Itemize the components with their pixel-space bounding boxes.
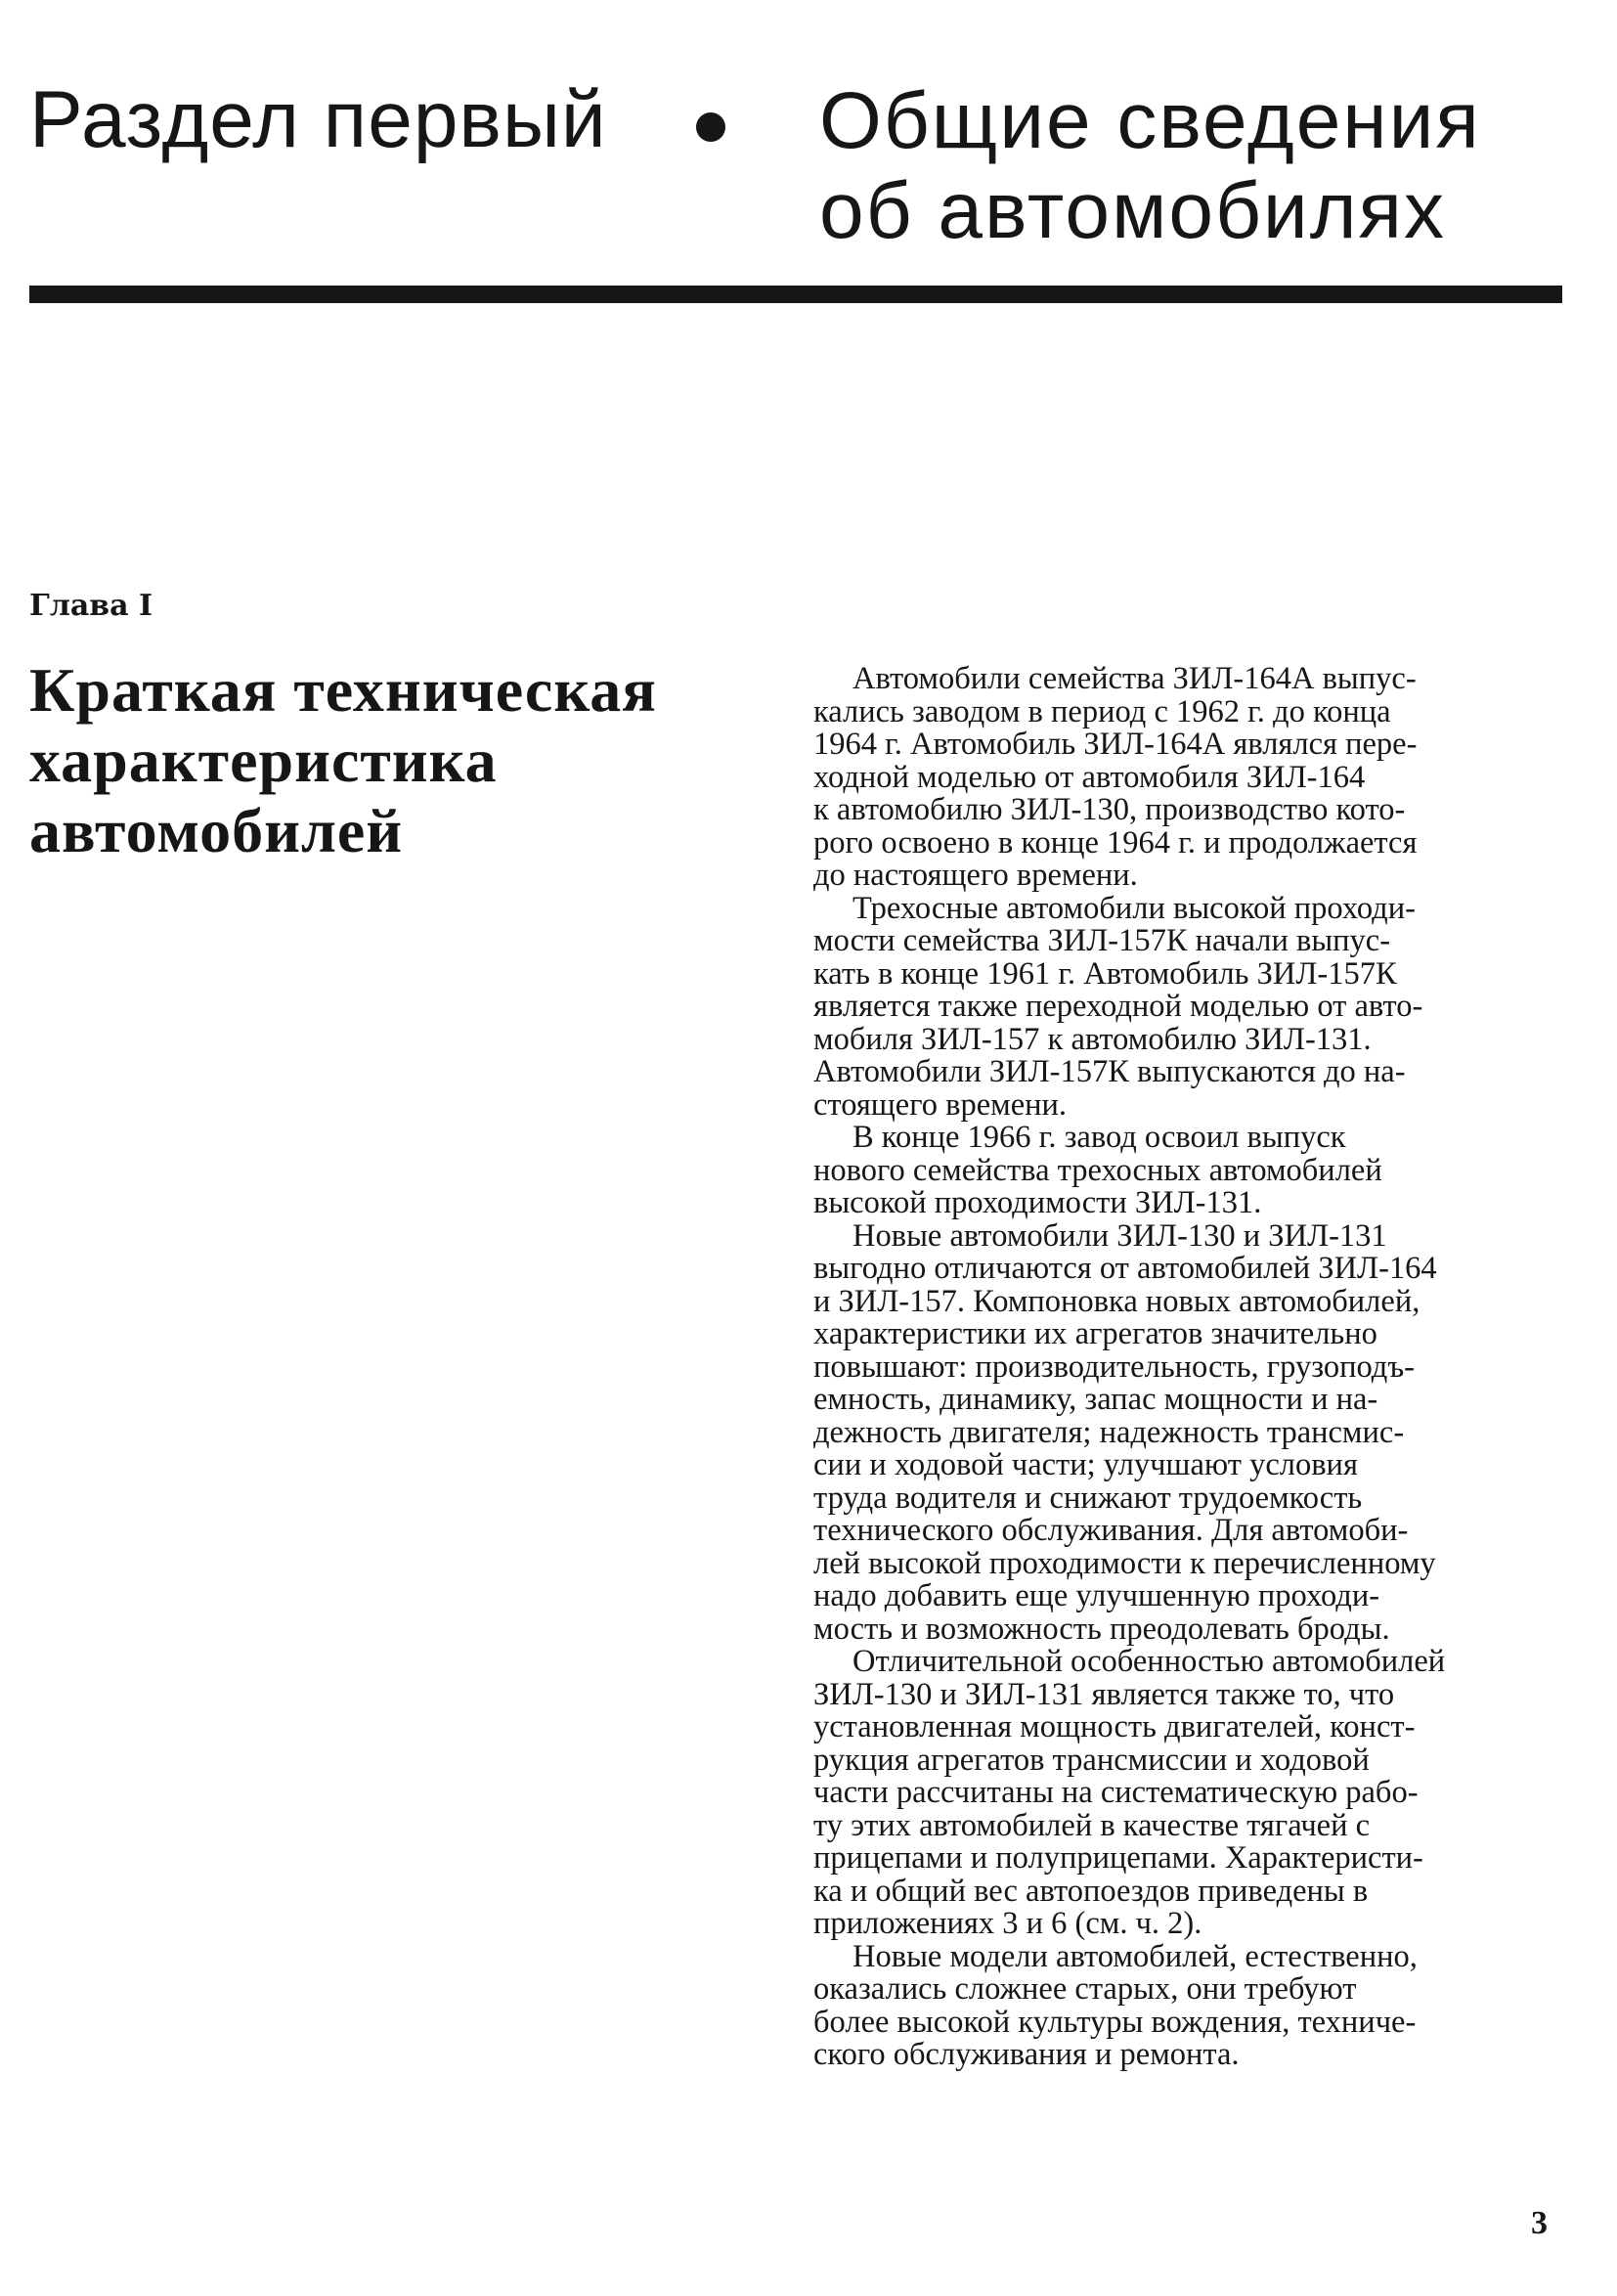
body-text: [813, 663, 1562, 2072]
chapter-label: Глава I: [29, 589, 153, 623]
text-line: высокой проходимости ЗИЛ-131.: [813, 1185, 1262, 1220]
text-line: рого освоено в конце 1964 г. и продолжается: [813, 824, 1418, 861]
bullet-separator: [696, 112, 725, 142]
text-line: рукция агрегатов трансмиссии и ходовой: [813, 1742, 1370, 1778]
chapter-title-line: характеристика: [29, 726, 498, 795]
text-line: Автомобили семейства ЗИЛ-164А выпус-: [852, 661, 1417, 696]
text-line: повышают: производительность, грузоподъ-: [813, 1348, 1415, 1385]
text-line: Автомобили ЗИЛ-157К выпускаются до на-: [813, 1054, 1406, 1089]
text-line: ского обслуживания и ремонта.: [813, 2037, 1240, 2072]
text-line: труда водителя и снижают трудоемкость: [813, 1479, 1363, 1516]
text-line: характеристики их агрегатов значительно: [813, 1316, 1377, 1351]
text-line: Отличительной особенностью автомобилей: [852, 1644, 1446, 1679]
header-rule: [29, 286, 1562, 303]
section-label: Раздел первый: [29, 75, 607, 164]
text-line: до настоящего времени.: [813, 858, 1138, 893]
text-line: мобиля ЗИЛ-157 к автомобилю ЗИЛ-131.: [813, 1021, 1372, 1057]
text-line: части рассчитаны на систематическую рабо-: [813, 1775, 1419, 1810]
section-title-line: Общие сведения: [819, 76, 1481, 165]
text-line: стоящего времени.: [813, 1086, 1068, 1123]
text-line: Новые модели автомобилей, естественно,: [852, 1938, 1418, 1974]
text-line: Новые автомобили ЗИЛ-130 и ЗИЛ-131: [852, 1217, 1387, 1254]
text-line: Трехосные автомобили высокой проходи-: [852, 890, 1416, 926]
text-line: и ЗИЛ-157. Компоновка новых автомобилей,: [813, 1283, 1420, 1319]
text-line: ходной моделью от автомобиля ЗИЛ-164: [813, 759, 1366, 795]
text-line: оказались сложнее старых, они требуют: [813, 1971, 1357, 2007]
chapter-title-line: Краткая техническая: [29, 655, 657, 725]
text-line: мость и возможность преодолевать броды.: [813, 1611, 1390, 1647]
text-line: нового семейства трехосных автомобилей: [813, 1152, 1382, 1188]
text-line: мости семейства ЗИЛ-157К начали выпус-: [813, 923, 1391, 958]
text-line: кались заводом в период с 1962 г. до конца: [813, 693, 1391, 729]
text-line: лей высокой проходимости к перечисленному: [813, 1545, 1436, 1581]
text-line: выгодно отличаются от автомобилей ЗИЛ-164: [813, 1251, 1437, 1286]
text-line: 1964 г. Автомобиль ЗИЛ-164А являлся пере-: [813, 727, 1418, 762]
page-number: 3: [1531, 2205, 1548, 2241]
section-title: [819, 76, 1481, 256]
text-line: установленная мощность двигателей, конст-: [813, 1709, 1416, 1744]
section-header: [0, 0, 1617, 323]
text-line: ту этих автомобилей в качестве тягачей с: [813, 1807, 1371, 1843]
text-line: дежность двигателя; надежность трансмис-: [813, 1414, 1405, 1450]
text-line: технического обслуживания. Для автомоби-: [813, 1513, 1409, 1548]
chapter-title: [29, 655, 657, 866]
text-line: надо добавить еще улучшенную проходи-: [813, 1578, 1380, 1613]
section-title-line: об автомобилях: [819, 166, 1446, 255]
text-line: более высокой культуры вождения, техниче-: [813, 2004, 1417, 2040]
text-line: кать в конце 1961 г. Автомобиль ЗИЛ-157К: [813, 955, 1397, 992]
chapter-title-line: автомобилей: [29, 796, 404, 865]
text-line: ка и общий вес автопоездов приведены в: [813, 1873, 1369, 1909]
text-line: емность, динамику, запас мощности и на-: [813, 1382, 1378, 1417]
text-line: В конце 1966 г. завод освоил выпуск: [852, 1120, 1346, 1155]
text-line: сии и ходовой части; улучшают условия: [813, 1447, 1358, 1482]
text-line: приложениях 3 и 6 (см. ч. 2).: [813, 1906, 1202, 1941]
text-line: ЗИЛ-130 и ЗИЛ-131 является также то, что: [813, 1676, 1395, 1712]
text-line: прицепами и полуприцепами. Характеристи-: [813, 1840, 1423, 1876]
text-line: к автомобилю ЗИЛ-130, производство кото-: [813, 792, 1406, 827]
text-line: является также переходной моделью от авто-: [813, 989, 1423, 1024]
